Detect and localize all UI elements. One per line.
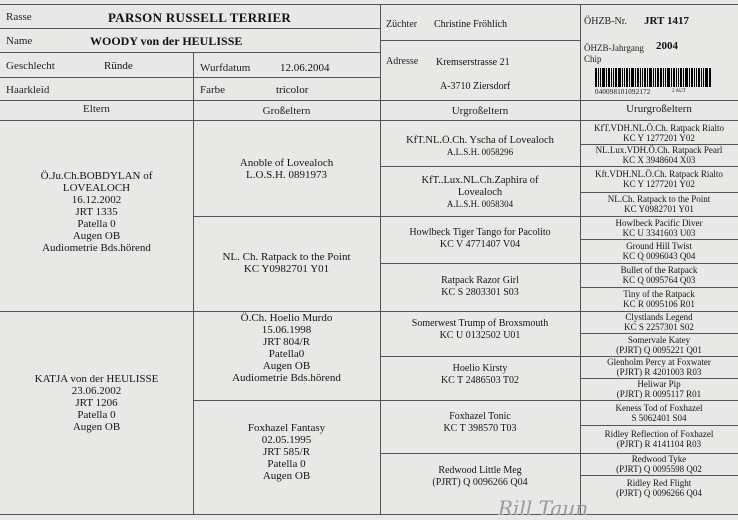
great-grandparent-cell [380, 175, 580, 209]
col-header-grosseltern: Großeltern [262, 105, 311, 117]
grandparent-cell [193, 157, 380, 181]
dam-cell [0, 373, 193, 433]
grandparent-line: 15.06.1998 [261, 324, 312, 336]
grandparent-line: Ö.Ch. Hoelio Murdo [240, 312, 333, 324]
great-grandparent-cell [380, 227, 580, 251]
sire-line: Audiometrie Bds.hörend [42, 242, 151, 254]
birth-date-value: 12.06.2004 [280, 62, 330, 74]
col-header-ururgrosseltern: Ururgroßeltern [626, 103, 692, 115]
sex-value: Ründe [104, 60, 133, 72]
great-great-grandparent-cell [580, 357, 738, 377]
great-great-grandparent-line: (PJRT) Q 0095598 Q02 [616, 464, 702, 474]
grandparent-line: Anoble of Lovealoch [239, 157, 334, 169]
breeder-value: Christine Fröhlich [434, 19, 508, 30]
sire-line: JRT 1335 [75, 206, 118, 218]
great-grandparent-cell [380, 135, 580, 157]
great-great-grandparent-line: (PJRT) R 4201003 R03 [616, 367, 702, 377]
great-great-grandparent-cell [580, 265, 738, 285]
great-grandparent-line: KfT..Lux.NL.Ch.Zaphira of [421, 175, 539, 186]
color-value: tricolor [276, 84, 309, 96]
signature-scribble: Rill Taun [498, 496, 589, 520]
grandparent-line: JRT 585/R [262, 446, 311, 458]
great-great-grandparent-line: Howlbeck Pacific Diver [615, 217, 703, 228]
great-great-grandparent-cell [580, 289, 738, 309]
great-great-grandparent-line: Clystlands Legend [625, 312, 693, 322]
great-grandparent-cell [380, 411, 580, 435]
great-grandparent-line: Redwood Little Meg [438, 465, 522, 476]
grandparent-line: Patella0 [268, 348, 305, 360]
dam-line: KATJA von der HEULISSE [34, 373, 159, 385]
great-grandparent-line: Somerwest Trump of Broxsmouth [411, 318, 549, 329]
great-grandparent-line: Ratpack Razor Girl [441, 275, 519, 286]
col-header-urgrosseltern: Urgroßeltern [451, 105, 509, 117]
great-great-grandparent-line: Redwood Tyke [631, 454, 687, 464]
haarkleid-label: Haarkleid [6, 84, 50, 96]
great-grandparent-line: KC V 4771407 V04 [439, 239, 521, 250]
breed-value: PARSON RUSSELL TERRIER [108, 10, 292, 25]
great-great-grandparent-cell [580, 429, 738, 449]
great-grandparent-line: KC T 2486503 T02 [440, 375, 520, 386]
chip-barcode [595, 68, 729, 87]
chip-label: Chip [584, 54, 602, 64]
grandparent-line: KC Y0982701 Y01 [243, 263, 330, 275]
great-great-grandparent-cell [580, 454, 738, 474]
grandparent-line: Augen OB [262, 470, 311, 482]
great-great-grandparent-line: Bullet of the Ratpack [620, 265, 698, 275]
grandparent-line: Audiometrie Bds.hörend [232, 372, 341, 384]
great-great-grandparent-line: KC Q 0096043 Q04 [622, 251, 696, 261]
registry-year-value: 2004 [656, 40, 678, 52]
great-great-grandparent-line: KC S 2257301 S02 [624, 322, 694, 332]
col-header-eltern: Eltern [83, 103, 110, 115]
sire-line: Patella 0 [77, 218, 116, 230]
great-great-grandparent-line: Tiny of the Ratpack [623, 289, 695, 299]
great-great-grandparent-cell [580, 312, 738, 332]
grandparent-cell [193, 312, 380, 384]
sire-line: LOVEALOCH [62, 182, 131, 194]
great-great-grandparent-line: KfT.VDH.NL.Ö.Ch. Ratpack Rialto [593, 122, 725, 133]
grandparent-cell [193, 422, 380, 482]
farbe-label: Farbe [200, 84, 226, 96]
great-great-grandparent-line: NL.Ch. Ratpack to the Point [607, 194, 711, 204]
great-grandparent-line: KC T 398570 T03 [443, 423, 517, 434]
grandparent-line: Augen OB [262, 360, 311, 372]
great-great-grandparent-line: NL.Lux.VDH.Ö.Ch. Ratpack Pearl [595, 145, 723, 155]
great-great-grandparent-line: KC R 0095106 R01 [623, 299, 695, 309]
great-grandparent-line: A.L.S.H. 0058296 [446, 147, 514, 157]
great-great-grandparent-line: Ground Hill Twist [626, 241, 692, 251]
great-great-grandparent-line: Ridley Reflection of Foxhazel [604, 429, 714, 439]
grandparent-line: Foxhazel Fantasy [247, 422, 326, 434]
registry-number-value: JRT 1417 [644, 15, 689, 27]
chip-country-text: 2 AUT [672, 89, 686, 94]
address-line2: A-3710 Ziersdorf [440, 81, 511, 92]
great-great-grandparent-line: Keness Tod of Foxhazel [615, 402, 703, 413]
great-great-grandparent-cell [580, 145, 738, 165]
zuechter-label: Züchter [386, 19, 418, 30]
great-grandparent-cell [380, 465, 580, 489]
geschlecht-label: Geschlecht [6, 60, 55, 72]
grandparent-line: NL. Ch. Ratpack to the Point [222, 251, 351, 263]
great-great-grandparent-line: (PJRT) R 4141104 R03 [616, 439, 702, 449]
oehzb-nr-label: ÖHZB-Nr. [584, 16, 628, 27]
great-great-grandparent-line: KC Y 1277201 Y02 [623, 132, 695, 143]
great-grandparent-cell [380, 275, 580, 299]
sire-cell [0, 170, 193, 254]
great-great-grandparent-cell [580, 241, 738, 261]
great-great-grandparent-cell [580, 403, 738, 423]
great-great-grandparent-cell [580, 123, 738, 143]
great-great-grandparent-cell [580, 335, 738, 355]
oehzb-jahrgang-label: ÖHZB-Jahrgang [584, 43, 644, 53]
great-great-grandparent-cell [580, 194, 738, 214]
sire-line: Ö.Ju.Ch.BOBDYLAN of [40, 170, 153, 182]
dam-line: 23.06.2002 [71, 385, 122, 397]
grandparent-cell [193, 251, 380, 275]
name-label: Name [6, 35, 33, 47]
great-great-grandparent-line: (PJRT) Q 0095221 Q01 [616, 344, 702, 355]
great-great-grandparent-line: KC U 3341603 U03 [622, 227, 696, 238]
great-great-grandparent-line: Somervale Katey [627, 334, 691, 345]
great-great-grandparent-line: KC Y0982701 Y01 [624, 204, 694, 214]
great-grandparent-line: KC U 0132502 U01 [439, 330, 521, 341]
dam-line: Patella 0 [77, 409, 116, 421]
wurfdatum-label: Wurfdatum [200, 62, 251, 74]
great-great-grandparent-line: KC X 3948604 X03 [622, 155, 696, 165]
great-grandparent-line: (PJRT) Q 0096266 Q04 [432, 477, 528, 488]
chip-number-text: 040098101092172 [595, 88, 651, 96]
great-great-grandparent-cell [580, 169, 738, 189]
great-great-grandparent-cell [580, 218, 738, 238]
great-great-grandparent-line: (PJRT) R 0095117 R01 [616, 389, 702, 399]
dam-line: Augen OB [72, 421, 121, 433]
great-grandparent-line: Foxhazel Tonic [449, 411, 511, 422]
great-grandparent-line: A.L.S.H. 0058304 [446, 199, 514, 209]
great-great-grandparent-line: Kft.VDH.NL.Ö.Ch. Ratpack Rialto [595, 169, 723, 179]
great-great-grandparent-cell [580, 379, 738, 399]
rasse-label: Rasse [6, 11, 32, 23]
address-line1: Kremserstrasse 21 [436, 57, 510, 68]
great-great-grandparent-line: S 5062401 S04 [631, 412, 687, 423]
great-grandparent-line: Lovealoch [457, 187, 503, 198]
grandparent-line: JRT 804/R [262, 336, 311, 348]
adresse-label: Adresse [386, 56, 419, 67]
sire-line: Augen OB [72, 230, 121, 242]
great-great-grandparent-line: (PJRT) Q 0096266 Q04 [616, 487, 702, 498]
dog-name-value: WOODY von der HEULISSE [90, 34, 243, 48]
great-grandparent-line: KfT.NL.Ö.Ch. Yscha of Lovealoch [406, 135, 554, 146]
great-grandparent-line: Hoelio Kirsty [452, 363, 508, 374]
dam-line: JRT 1206 [75, 397, 118, 409]
grandparent-line: 02.05.1995 [261, 434, 312, 446]
great-great-grandparent-line: KC Q 0095764 Q03 [622, 275, 696, 285]
grandparent-line: Patella 0 [267, 458, 306, 470]
great-grandparent-line: Howlbeck Tiger Tango for Pacolito [409, 227, 551, 238]
great-grandparent-cell [380, 318, 580, 342]
great-great-grandparent-line: Ridley Red Flight [626, 477, 692, 488]
great-grandparent-cell [380, 363, 580, 387]
great-great-grandparent-cell [580, 478, 738, 498]
great-great-grandparent-line: Heliwar Pip [637, 379, 681, 389]
great-great-grandparent-line: Glenholm Percy at Foxwater [607, 357, 711, 367]
great-great-grandparent-line: KC Y 1277201 Y02 [623, 179, 695, 189]
grandparent-line: L.O.S.H. 0891973 [246, 169, 327, 181]
great-grandparent-line: KC S 2803301 S03 [441, 287, 519, 298]
sire-line: 16.12.2002 [71, 194, 122, 206]
